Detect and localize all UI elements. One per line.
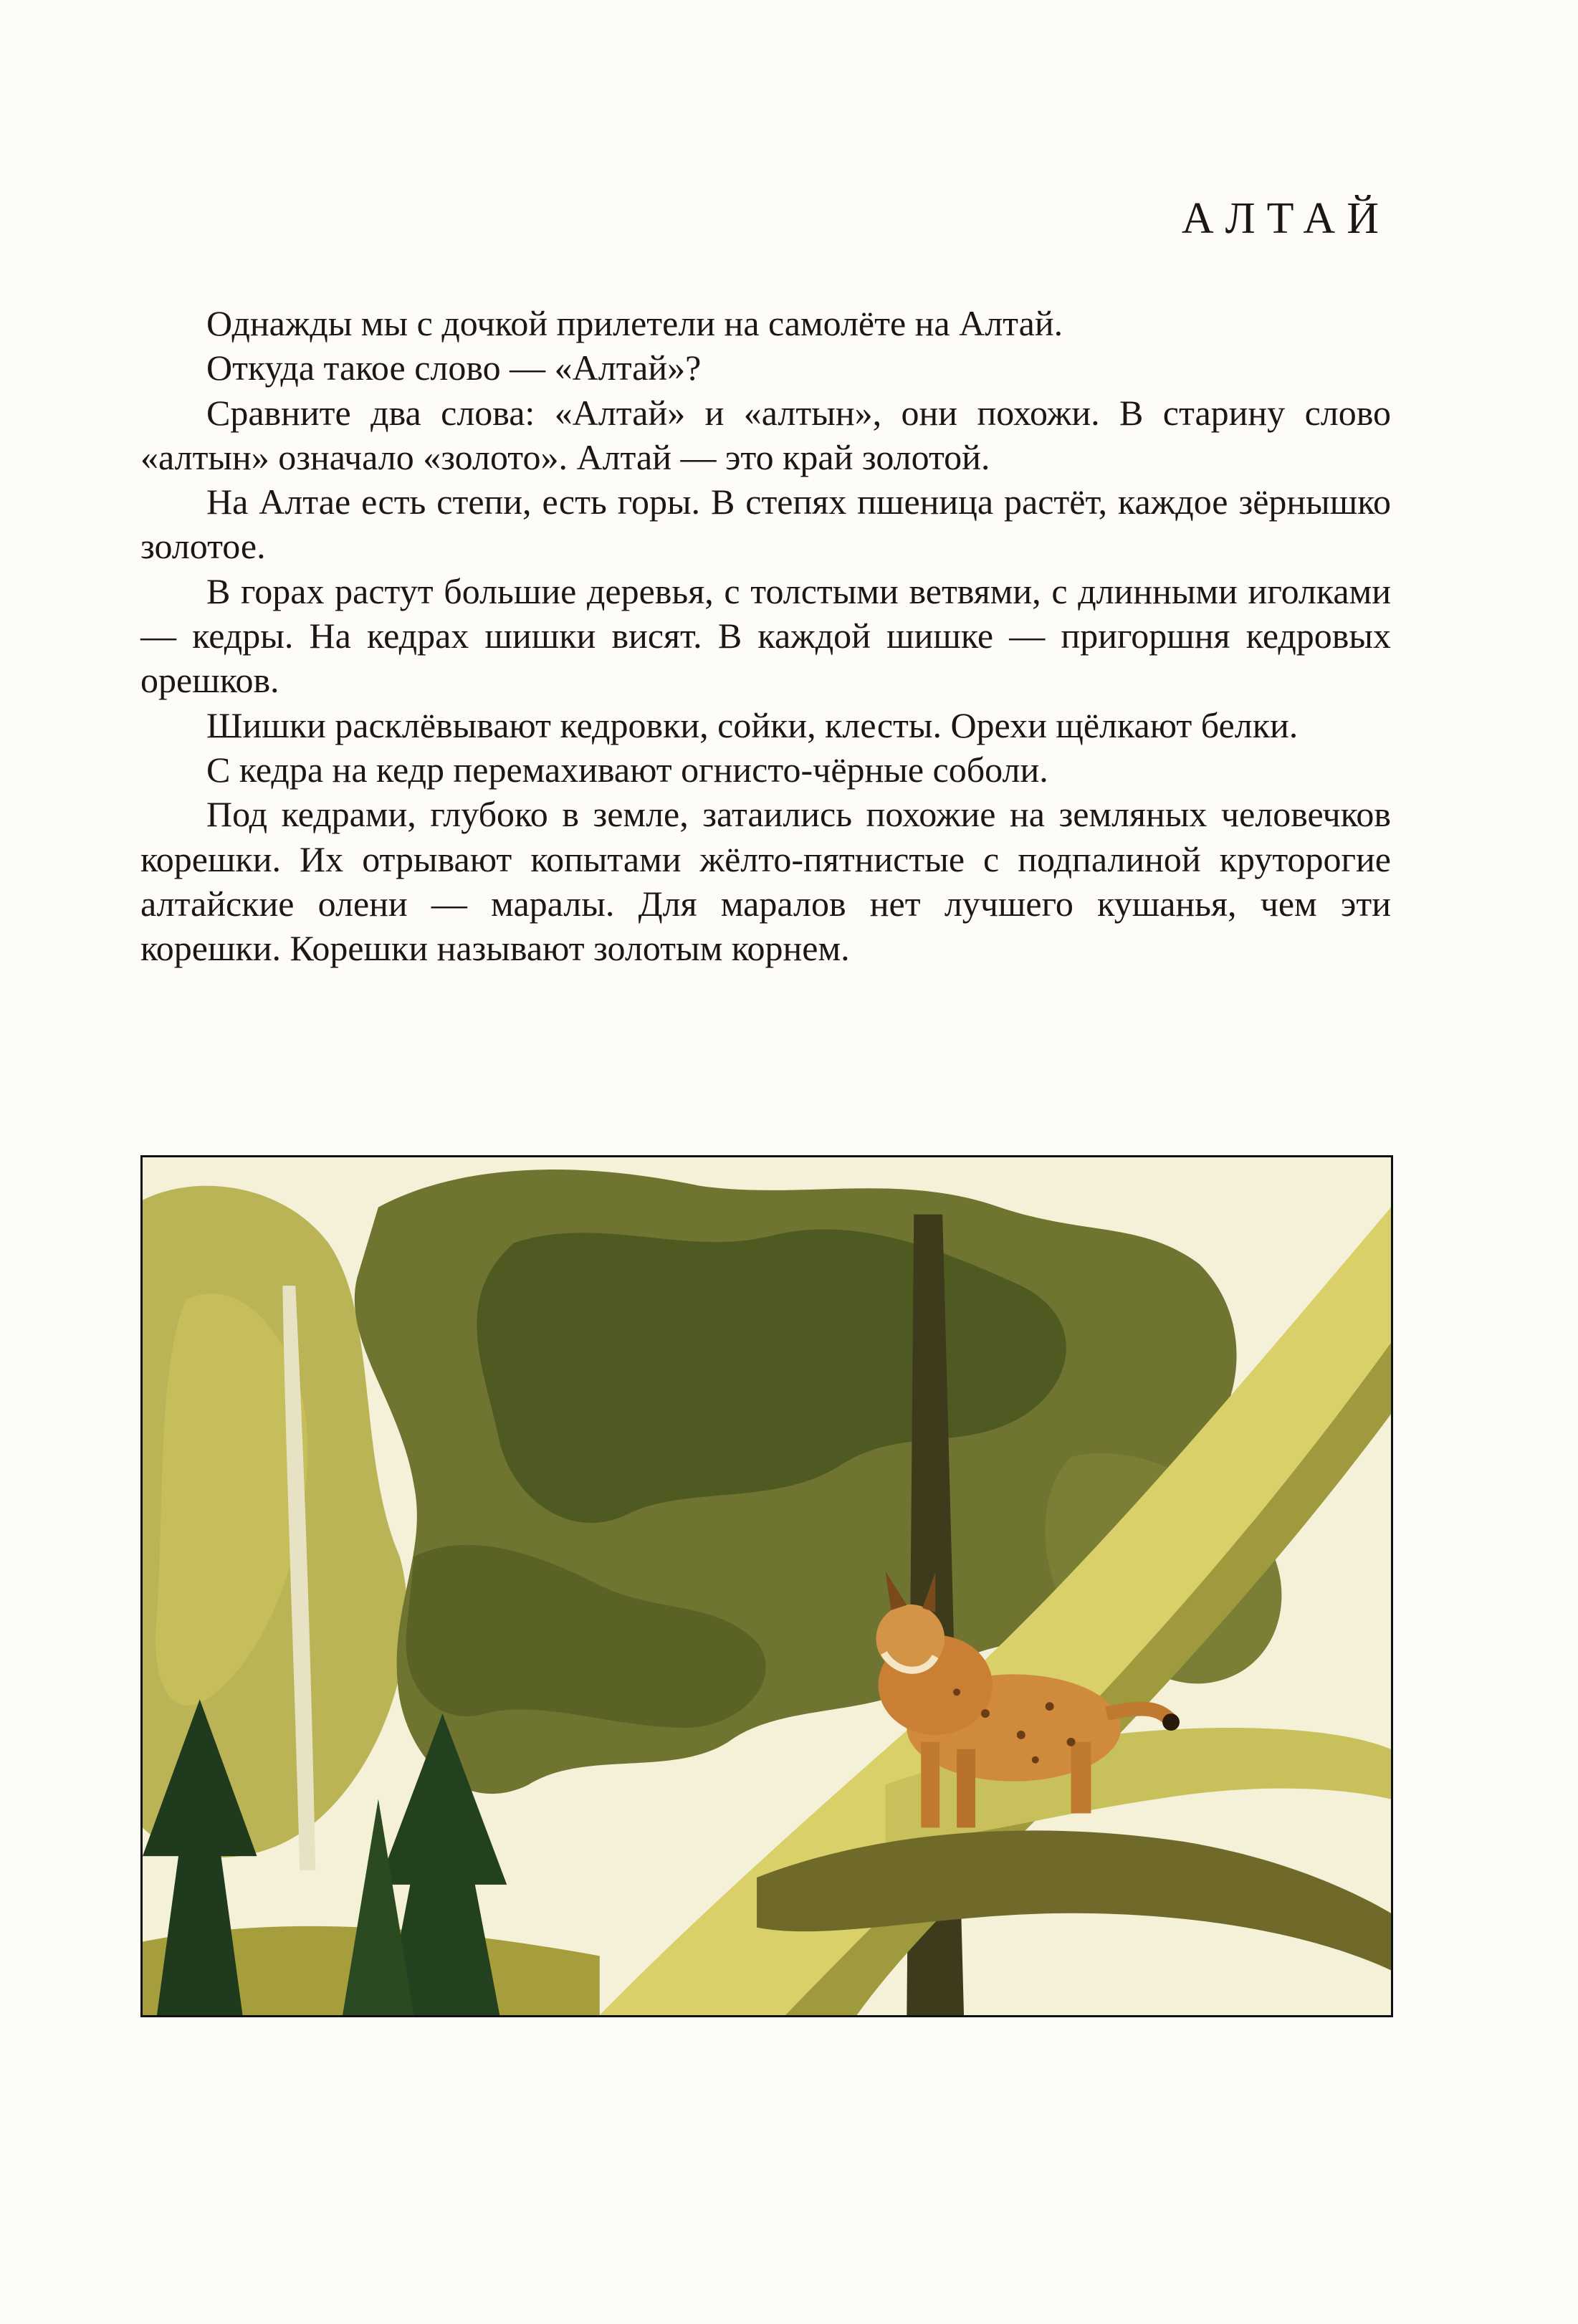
chapter-title: АЛТАЙ [1181,194,1390,243]
paragraph: С кедра на кедр перемахивают огнисто-чёрные соболи. [206,749,1048,790]
paragraph: Сравните два слова: «Алтай» и «алтын», они похожи. В старину слово «алтын» означало «золото». Алтай — это край золотой. [140,392,1391,477]
paragraph: Однажды мы с дочкой прилетели на самолёте на Алтай. [206,303,1063,343]
body-text [140,301,1391,970]
paragraph: Под кедрами, глубоко в земле, затаились похожие на земляных человечков корешки. Их отрывают копытами жёлто-пятнистые с подпалиной круторогие алтайские олени — маралы. Для маралов нет лучшего кушанья, чем эти корешки. Корешки называют золотым корнем. [140,794,1391,969]
paragraph: Шишки расклёвывают кедровки, сойки, клесты. Орехи щёлкают белки. [206,704,1299,745]
paragraph: На Алтае есть степи, есть горы. В степях пшеница растёт, каждое зёрнышко золотое. [140,482,1391,567]
paragraph: Откуда такое слово — «Алтай»? [206,348,702,388]
paragraph: В горах растут большие деревья, с толстыми ветвями, с длинными иголками — кедры. На кедрах шишки висят. В каждой шишке — пригоршня кедровых орешков. [140,570,1391,701]
forest-illustration [140,1155,1393,2017]
